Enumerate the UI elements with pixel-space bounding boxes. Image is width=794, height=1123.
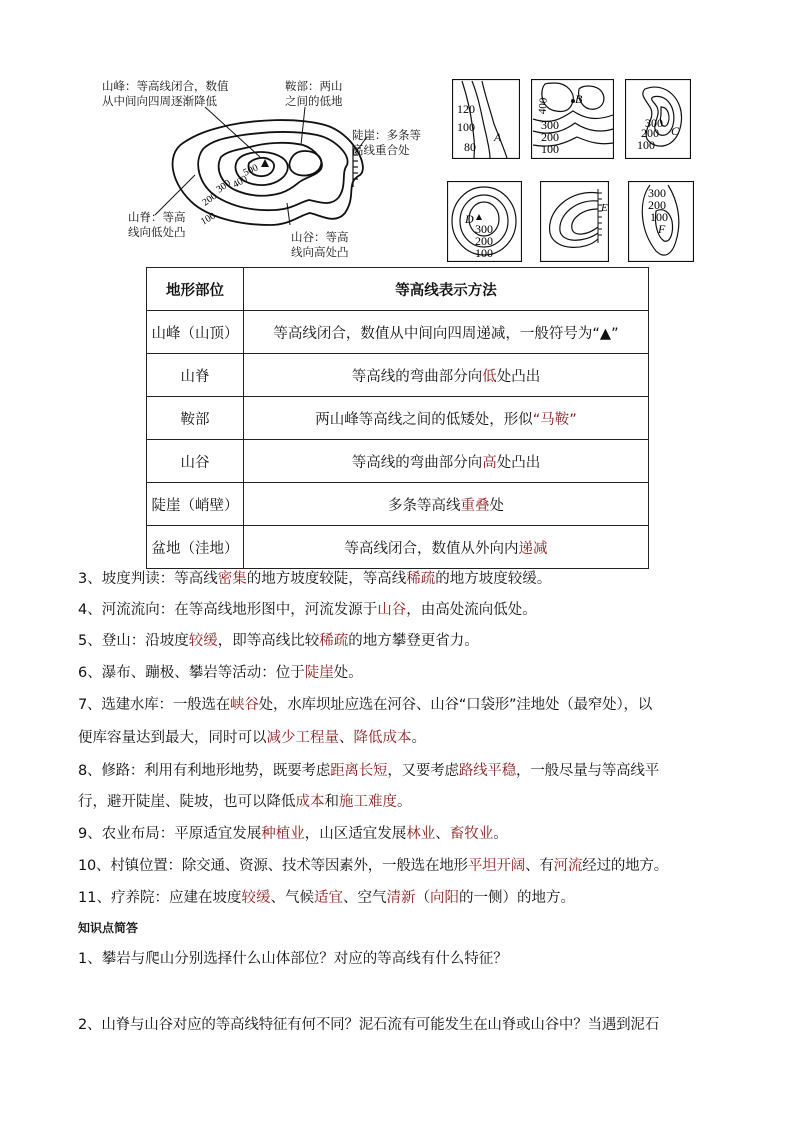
point-10 [78,851,668,882]
terrain-name-cell: 鞍部 [147,397,244,440]
point-highlight: 密集 [217,571,247,587]
desc-highlight: 递减 [518,540,548,557]
point-highlight: 平坦开阔 [467,858,526,874]
point-4 [78,595,537,626]
point-text: 10、村镇位置：除交通、资源、技术等因素外，一般选在地形 [78,858,468,874]
point-highlight: 山谷 [377,602,407,618]
point-highlight: 峡谷 [230,697,259,713]
point-text: 的地方坡度较陡，等高线 [246,571,407,587]
desc-highlight: 高 [482,454,497,471]
table-row [147,397,649,440]
point-text: 的地方坡度较缓。 [435,571,552,587]
point-text: 、 [339,730,354,746]
point-text: 、气候 [270,890,314,906]
cliff-annotation-line2: 高线重合处 [352,143,410,157]
table-row [147,526,649,569]
desc-text: 处凸出 [496,368,541,385]
mini-c-label-100: 100 [637,138,655,152]
terrain-desc-cell [244,483,649,526]
point-text: 9、农业布局：平原适宜发展 [78,826,262,842]
point-text: 便库容量达到最大，同时可以 [78,730,267,746]
point-highlight: 向阳 [429,890,459,906]
table-row [147,311,649,354]
mini-b-label-400: 400 [536,97,550,115]
terrain-name-cell: 盆地（洼地） [147,526,244,569]
terrain-table [146,267,649,569]
valley-annotation-line2: 线向高处凸 [291,245,349,259]
point-text: 。 [411,730,426,746]
table-header-cell: 地形部位 [147,268,244,311]
mini-a-label-100: 100 [457,120,475,134]
desc-text: 等高线的弯曲部分向 [351,454,483,471]
valley-annotation-line1: 山谷：等高 [291,230,349,244]
section-title: 知识点简答 [78,921,139,935]
mini-a-label-120: 120 [457,102,475,116]
point-highlight: 减少工程量 [266,730,339,746]
mini-d-letter: D [465,212,474,226]
table-row [147,440,649,483]
point-highlight: 路线平稳 [458,763,517,779]
contour-label-300: 300 [214,177,234,196]
point-highlight: 林业 [406,826,436,842]
mini-map-b [531,79,614,159]
contour-label-100: 100 [199,210,218,228]
desc-text: 处凸出 [496,454,541,471]
point-highlight: 距离长短 [330,763,388,779]
terrain-desc-cell [244,440,649,483]
point-text: 。 [493,826,508,842]
point-text: 3、坡度判读：等高线 [78,571,218,587]
point-text: 、 [435,826,450,842]
mini-c-letter: C [671,124,680,138]
desc-text: 处 [489,497,504,514]
mini-f-label-200: 200 [648,198,666,212]
mini-f-label-100: 100 [650,210,668,224]
point-highlight: 适宜 [313,890,343,906]
point-highlight: 畜牧业 [449,826,494,842]
table-row [147,354,649,397]
point-text: ，即等高线比较 [217,633,320,649]
saddle-annotation-line1: 鞍部：两山 [285,79,343,93]
point-7-line1 [78,690,652,721]
mini-a-letter: A [494,130,502,144]
mini-map-c [625,79,691,159]
desc-text: 多条等高线 [388,497,461,514]
mini-map-d [447,181,522,262]
point-5 [78,626,479,657]
point-8-line1 [78,756,659,787]
point-text: 和 [324,794,339,810]
point-highlight: 清新 [386,890,416,906]
point-text: ，山区适宜发展 [304,826,407,842]
peak-triangle-icon [261,159,269,167]
point-text: 6、瀑布、蹦极、攀岩等活动：位于 [78,665,305,681]
mini-d-peak-icon [476,214,482,220]
terrain-desc-cell [244,354,649,397]
mini-map-e [540,181,609,262]
mini-b-letter: B [575,92,583,106]
point-text: 8、修路：利用有利地形地势，既要考虑 [78,763,331,779]
point-text: 4、河流流向：在等高线地形图中，河流发源于 [78,602,378,618]
point-highlight: 较缓 [188,633,218,649]
ridge-annotation [128,210,186,240]
point-text: 、有 [525,858,554,874]
contour-label-500: 500 [241,162,260,179]
terrain-desc-cell [244,397,649,440]
question-2: 2、山脊与山谷对应的等高线特征有何不同？泥石流有可能发生在山脊或山谷中？当遇到泥石 [78,1017,660,1033]
point-highlight: 河流 [553,858,583,874]
mini-d-label-200: 200 [475,234,493,248]
point-3 [78,564,551,595]
point-text: 5、登山：沿坡度 [78,633,189,649]
mini-b-label-200: 200 [541,130,559,144]
desc-text: 等高线的弯曲部分向 [351,368,483,385]
desc-highlight: 重叠 [460,497,490,514]
mini-e-letter: E [601,202,608,214]
desc-text: 等高线闭合，数值从外向内 [344,540,519,557]
terrain-name-cell: 山脊 [147,354,244,397]
point-text: 11、疗养院：应建在坡度 [78,890,242,906]
contour-label-400: 400 [231,173,250,191]
table-row [147,483,649,526]
point-text: 。 [397,794,412,810]
valley-annotation [291,230,349,260]
mini-b-label-300: 300 [541,118,559,132]
mini-map-f [628,181,694,262]
mini-a-label-80: 80 [464,140,476,154]
point-text: 的一侧）的地方。 [458,890,575,906]
saddle-annotation-line2: 之间的低地 [285,94,343,108]
peak-annotation-line2: 从中间向四周逐渐降低 [102,94,217,108]
mini-b-label-100: 100 [541,142,559,156]
point-highlight: 稀疏 [406,571,436,587]
point-text: 经过的地方。 [582,858,669,874]
point-text: （ [415,890,430,906]
cliff-annotation [352,128,421,158]
point-text: 的地方攀登更省力。 [348,633,479,649]
mini-c-label-300: 300 [645,116,663,130]
point-text: ，一般尽量与等高线平 [516,763,660,779]
point-highlight: 陡崖 [304,665,334,681]
question-1: 1、攀岩与爬山分别选择什么山体部位？对应的等高线有什么特征？ [78,951,508,967]
mini-d-label-300: 300 [475,222,493,236]
desc-text: 两山峰等高线之间的低矮处，形似 [315,411,533,428]
point-9 [78,819,508,850]
point-text: 处。 [333,665,363,681]
peak-annotation-line1: 山峰：等高线闭合，数值 [102,79,229,93]
table-header-cell: 等高线表示方法 [244,268,649,311]
terrain-desc-cell: 等高线闭合，数值从中间向四周递减，一般符号为“▲” [244,311,649,354]
terrain-name-cell: 山谷 [147,440,244,483]
point-highlight: 种植业 [261,826,305,842]
desc-highlight: 低 [482,368,497,385]
point-highlight: 成本 [295,794,325,810]
point-text: 7、选建水库：一般选在 [78,697,231,713]
point-text: 、空气 [342,890,387,906]
point-text: 行，避开陡崖、陡坡，也可以降低 [78,794,296,810]
point-highlight: 降低成本 [353,730,412,746]
point-text: 处，水库坝址应选在河谷、山谷“口袋形”洼地处（最窄处），以 [258,697,653,713]
mini-f-letter: F [658,222,666,236]
desc-highlight: “马鞍” [532,411,577,428]
point-8-line2 [78,787,412,818]
point-highlight: 较缓 [241,890,271,906]
point-text: ，又要考虑 [387,763,459,779]
point-7-line2 [78,723,426,754]
contour-label-200: 200 [200,190,220,209]
point-6 [78,658,363,689]
ridge-annotation-line2: 线向低处凸 [128,225,186,239]
terrain-name-cell: 山峰（山顶） [147,311,244,354]
mini-c-label-200: 200 [641,126,659,140]
terrain-name-cell: 陡崖（峭壁） [147,483,244,526]
mini-map-a [452,79,520,159]
ridge-annotation-line1: 山脊：等高 [128,210,186,224]
mini-f-label-300: 300 [648,186,666,200]
point-highlight: 稀疏 [319,633,349,649]
point-text: ，由高处流向低处。 [406,602,537,618]
cliff-annotation-line1: 陡崖：多条等 [352,128,421,142]
mini-d-label-100: 100 [475,246,493,260]
peak-annotation [102,79,229,109]
table-header-row [147,268,649,311]
saddle-annotation [285,79,343,109]
point-highlight: 施工难度 [339,794,397,810]
terrain-desc-cell [244,526,649,569]
point-11 [78,883,575,914]
